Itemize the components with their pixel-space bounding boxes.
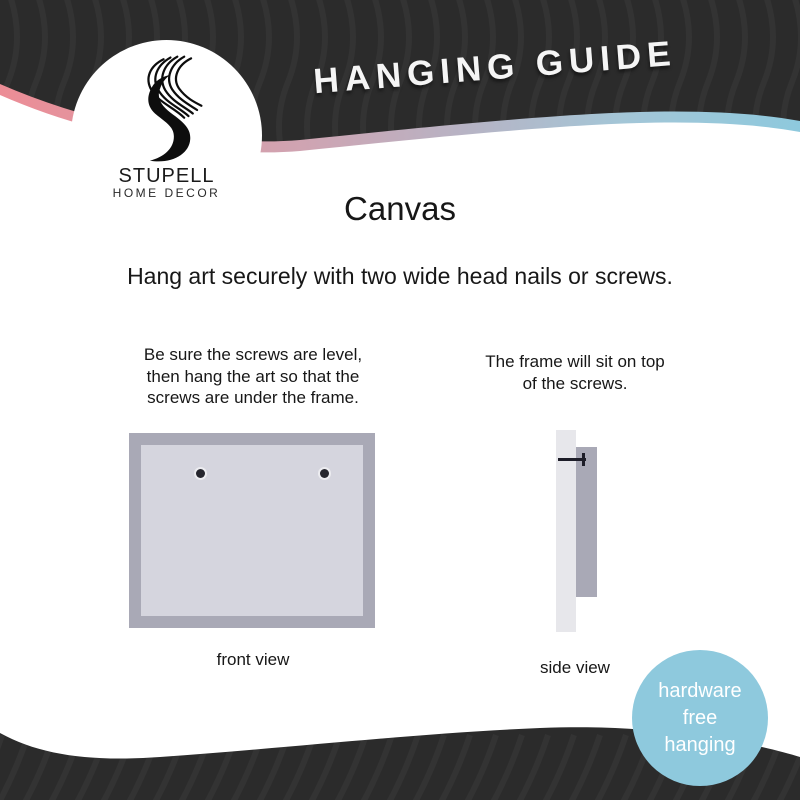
side-view-instruction-line: of the screws. xyxy=(522,373,628,393)
brand-subname: HOME DECOR xyxy=(112,186,221,200)
side-view-caption: side view xyxy=(540,658,610,677)
screw-dot-icon xyxy=(196,469,205,478)
badge-text-line: hanging xyxy=(664,733,736,756)
front-view-instruction-line: screws are under the frame. xyxy=(147,388,359,407)
nail-head-icon xyxy=(582,453,585,466)
side-view-instruction-line: The frame will sit on top xyxy=(485,352,665,371)
front-view-instruction-line: then hang the art so that the xyxy=(146,366,360,386)
canvas-front-view-diagram xyxy=(129,433,375,628)
side-view-instruction xyxy=(460,351,690,394)
intro-instruction: Hang art securely with two wide head nails or screws. xyxy=(127,263,673,289)
badge-text-line: free xyxy=(682,706,718,729)
badge-text-line: hardware xyxy=(658,679,742,702)
page-title: HANGING GUIDE xyxy=(312,33,678,102)
front-view-caption: front view xyxy=(216,650,290,669)
brand-name: STUPELL xyxy=(118,165,215,187)
stupell-s-swirl-icon xyxy=(124,54,210,166)
screw-dot-icon xyxy=(320,469,329,478)
hardware-free-badge xyxy=(632,650,768,786)
front-view-instruction-line: Be sure the screws are level, xyxy=(143,345,363,364)
brand-logo-badge xyxy=(71,40,262,231)
product-type-title: Canvas xyxy=(344,190,456,227)
canvas-side-view-frame xyxy=(576,447,597,597)
front-view-instruction xyxy=(123,344,383,409)
